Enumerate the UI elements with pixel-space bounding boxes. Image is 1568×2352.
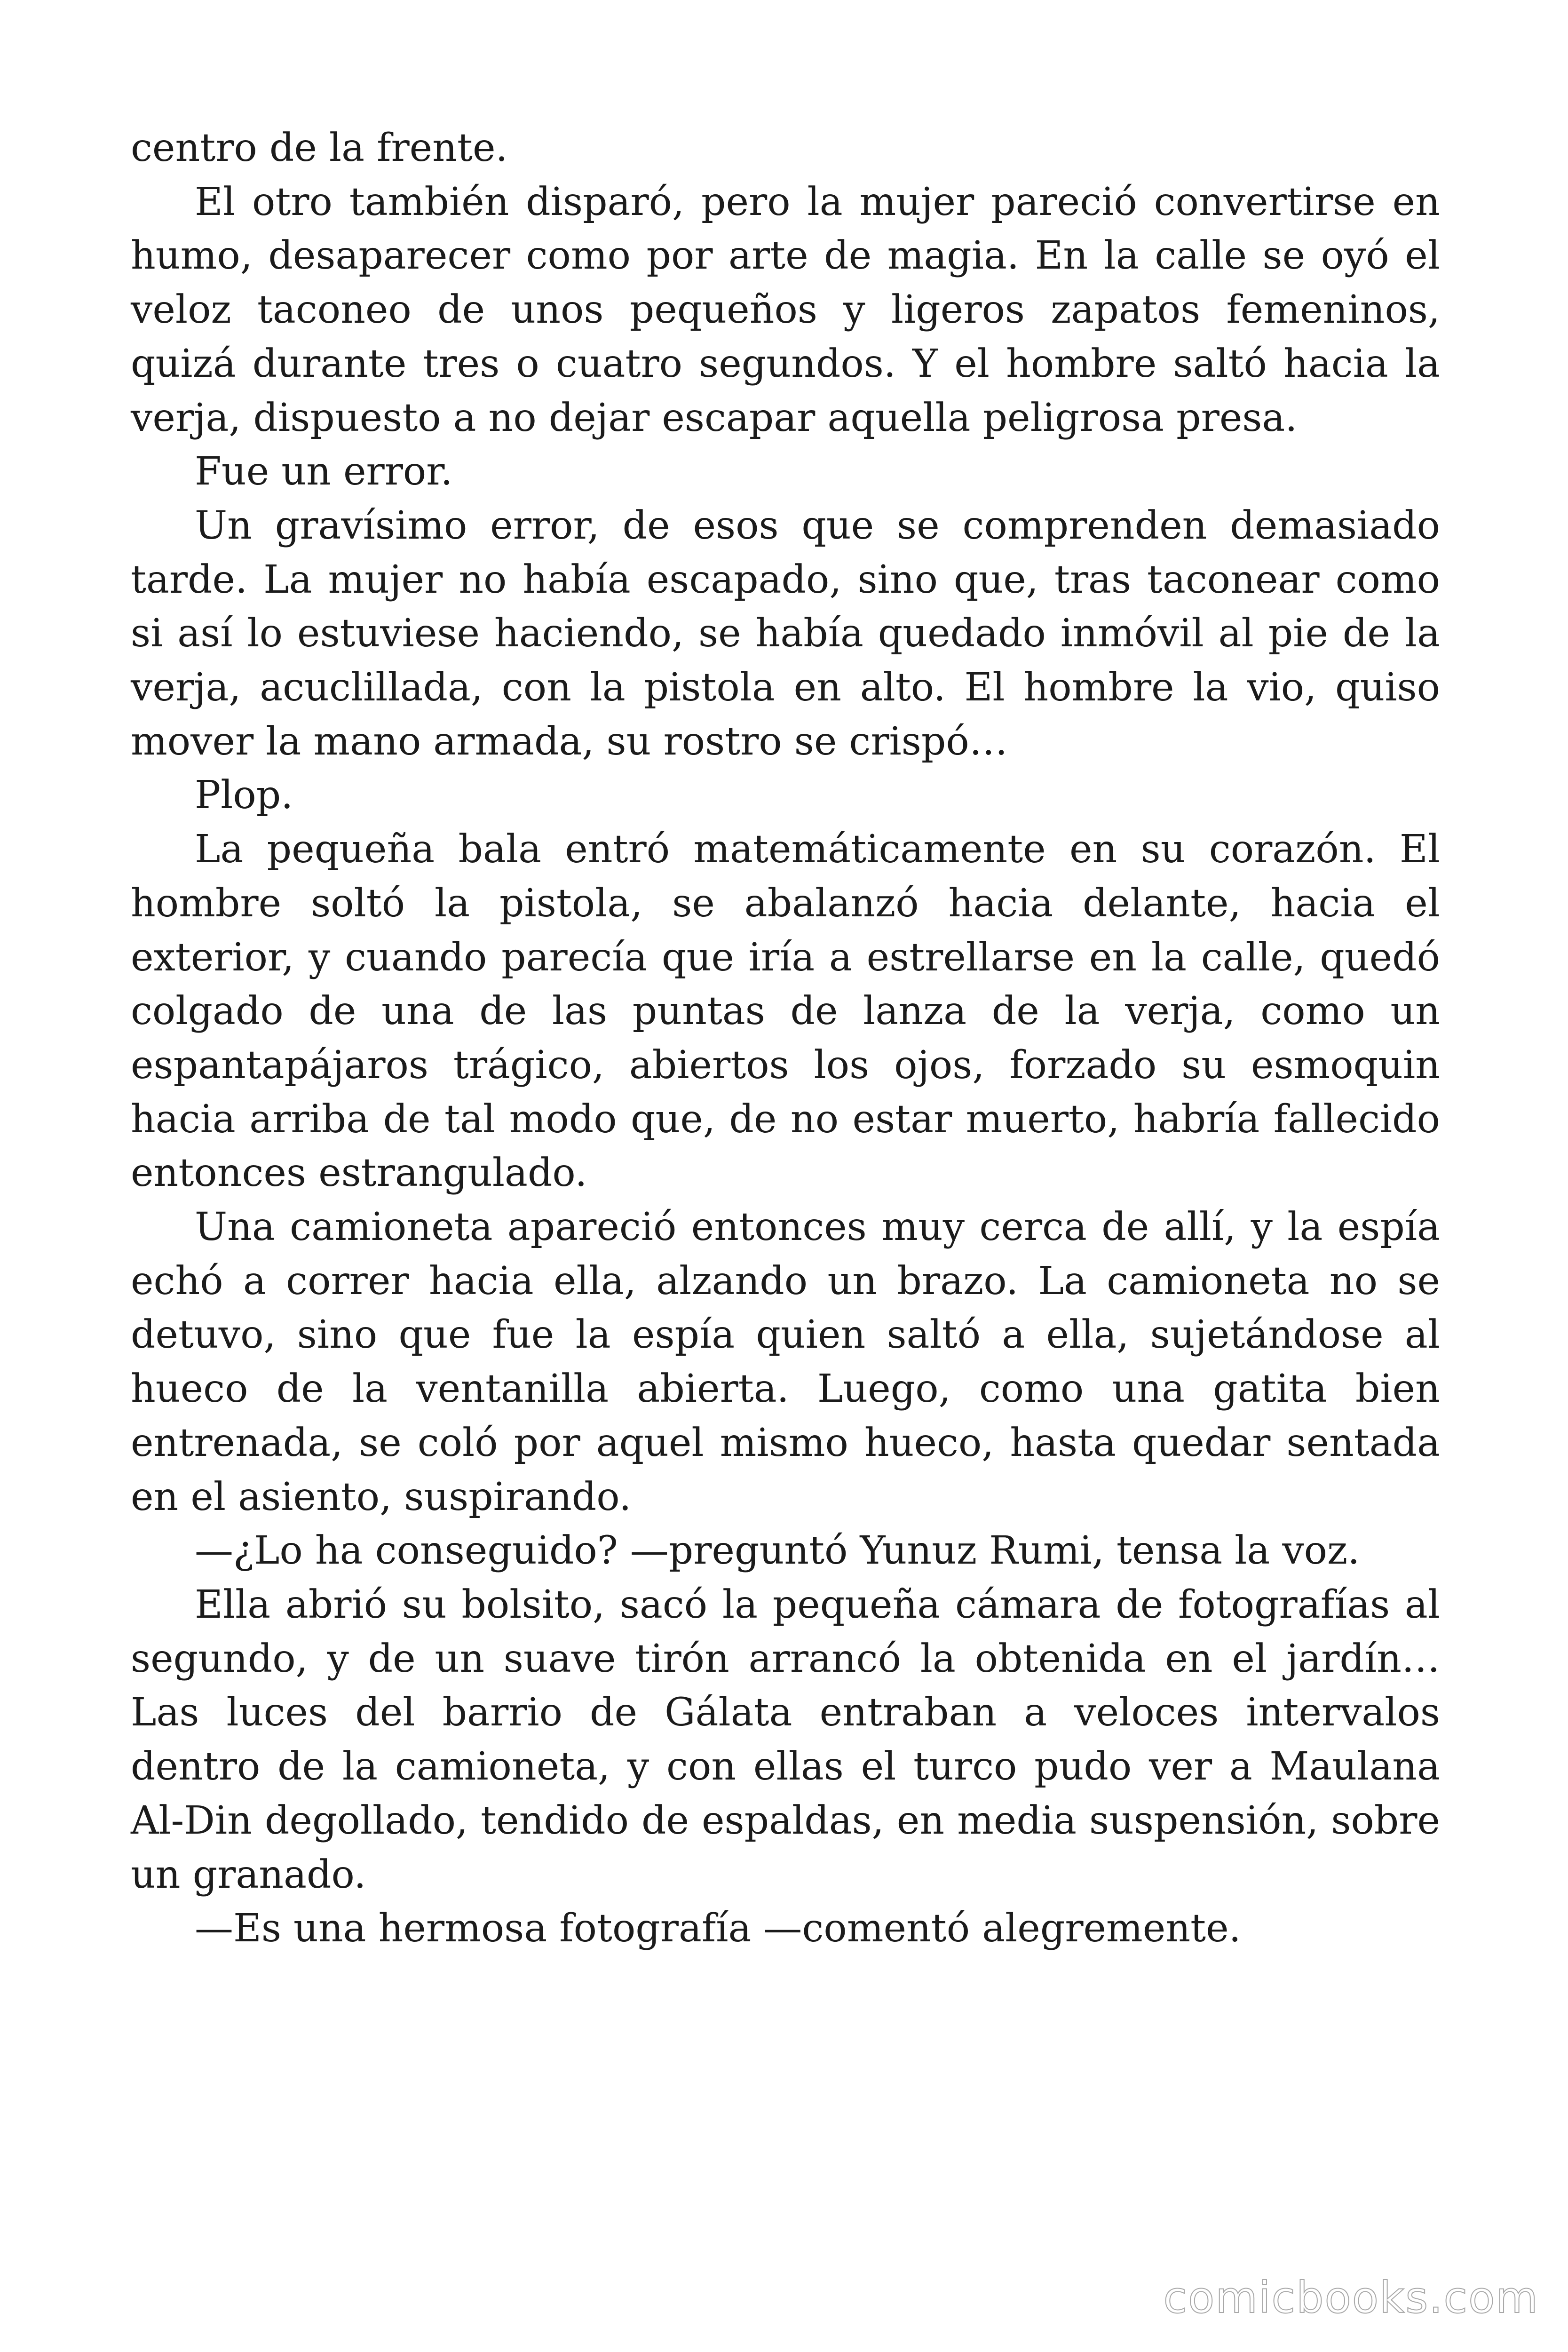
paragraph-5: Plop. (195, 773, 293, 818)
paragraph-10: —Es una hermosa fotografía —comentó alegremente. (195, 1906, 1241, 1951)
paragraph-4: Un gravísimo error, de esos que se comprenden demasiado tarde. La mujer no había escapado, sino que, tras taconear como si así lo estuviese haciendo, se había quedado inmóvil al pie de la verja, acuclillada, con la pistola en alto. El hombre la vio, quiso mover la mano armada, su rostro se crispó… (131, 503, 1440, 764)
paragraph-6: La pequeña bala entró matemáticamente en su corazón. El hombre soltó la pistola, se abalanzó hacia delante, hacia el exterior, y cuando parecía que iría a estrellarse en la calle, quedó colgado de una de las puntas de lanza de la verja, como un espantapájaros trágico, abiertos los ojos, forzado su esmoquin hacia arriba de tal modo que, de no estar muerto, habría fallecido entonces estrangulado. (131, 827, 1440, 1196)
paragraph-9: Ella abrió su bolsito, sacó la pequeña cámara de fotografías al segundo, y de un suave tirón arrancó la obtenida en el jardín… Las luces del barrio de Gálata entraban a veloces intervalos dentro de la camioneta, y con ellas el turco pudo ver a Maulana Al-Din degollado, tendido de espaldas, en media suspensión, sobre un granado. (131, 1582, 1440, 1897)
paragraph-7: Una camioneta apareció entonces muy cerca de allí, y la espía echó a correr hacia ella, alzando un brazo. La camioneta no se detuvo, sino que fue la espía quien saltó a ella, sujetándose al hueco de la ventanilla abierta. Luego, como una gatita bien entrenada, se coló por aquel mismo hueco, hasta quedar sentada en el asiento, suspirando. (131, 1205, 1440, 1519)
watermark-text: comicbooks.com (1163, 2273, 1539, 2323)
paragraph-3: Fue un error. (195, 449, 453, 494)
paragraph-2: El otro también disparó, pero la mujer pareció convertirse en humo, desaparecer como por arte de magia. En la calle se oyó el veloz taconeo de unos pequeños y ligeros zapatos femeninos, quizá durante tres o cuatro segundos. Y el hombre saltó hacia la verja, dispuesto a no dejar escapar aquella peligrosa presa. (131, 179, 1440, 440)
page-text (131, 121, 1440, 1956)
paragraph-1: centro de la frente. (131, 126, 508, 170)
paragraph-8: —¿Lo ha conseguido? —preguntó Yunuz Rumi, tensa la voz. (195, 1528, 1360, 1573)
